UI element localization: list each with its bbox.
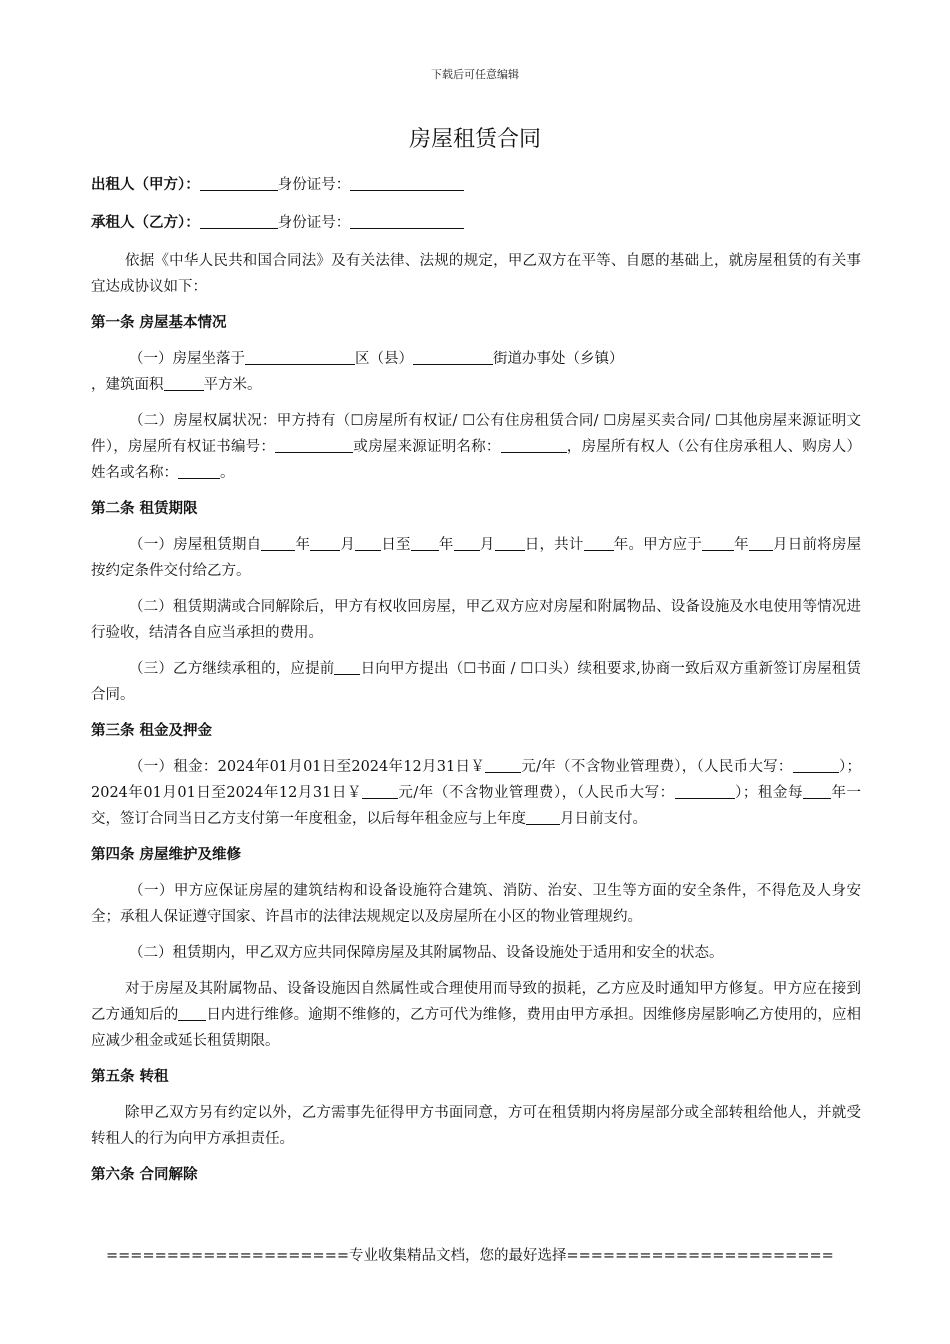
- end-day-blank[interactable]: [495, 534, 525, 551]
- lessee-id-label: 身份证号：: [277, 215, 351, 231]
- lessor-id-label: 身份证号：: [277, 177, 351, 193]
- lessor-label: 出租人（甲方）：: [91, 177, 200, 193]
- repair-days-blank[interactable]: [178, 1004, 206, 1021]
- article-1-clause-1: （一）房屋坐落于 区（县） 街道办事处（乡镇） ，建筑面积 平方米。: [91, 346, 861, 398]
- article-5-clause-1: 除甲乙双方另有约定以外，乙方需事先征得甲方书面同意，方可在租赁期内将房屋部分或全部转租给他人，并就受转租人的行为向甲方承担责任。: [91, 1105, 861, 1147]
- article-2-clause-1: （一）房屋租赁期自 年 月 日至 年 月 日，共计 年。甲方应于 年 月日前将房屋按约定条件交付给乙方。: [91, 532, 861, 584]
- source-document-blank[interactable]: [501, 436, 567, 453]
- intro-paragraph: 依据《中华人民共和国合同法》及有关法律、法规的规定，甲乙双方在平等、自愿的基础上，就房屋租赁的有关事宜达成协议如下：: [91, 253, 861, 295]
- article-3-heading: 第三条 租金及押金: [91, 723, 213, 739]
- lessee-line: [91, 210, 861, 236]
- article-3-clause-1: （一）租金：2024年01月01日至2024年12月31日￥ 元/年（不含物业管理费），（人民币大写： ）；2024年01月01日至2024年12月31日￥ 元/年（不含物业管理费），（人民币大写： ）；租金每 年一交，签订合同当日乙方支付第一年度租金，以后每年租金应与上年度 月日前支付。: [91, 754, 861, 832]
- renewal-days-blank[interactable]: [334, 658, 360, 675]
- article-4-clause-3: 对于房屋及其附属物品、设备设施因自然属性或合理使用而导致的损耗，乙方应及时通知甲方修复。甲方应在接到乙方通知后的 日内进行维修。逾期不维修的，乙方可代为维修，费用由甲方承担。因维修房屋影响乙方使用的，应相应减少租金或延长租赁期限。: [91, 981, 861, 1049]
- article-2-clause-3: （三）乙方继续承租的，应提前 日向甲方提出（☐书面 / ☐口头）续租要求,协商一致后双方重新签订房屋租赁合同。: [91, 656, 861, 708]
- document-title: 房屋租赁合同: [408, 127, 541, 152]
- end-year-blank[interactable]: [411, 534, 439, 551]
- article-6-heading: 第六条 合同解除: [91, 1167, 198, 1183]
- start-year-blank[interactable]: [261, 534, 295, 551]
- article-4-heading: 第四条 房屋维护及维修: [91, 847, 242, 863]
- rent-amount-1-blank[interactable]: [485, 756, 521, 773]
- lessor-name-blank[interactable]: [200, 174, 278, 191]
- rent-capital-2-blank[interactable]: [675, 782, 735, 799]
- lessee-id-blank[interactable]: [350, 212, 464, 229]
- lessee-label: 承租人（乙方）：: [91, 215, 200, 231]
- street-blank[interactable]: [413, 348, 493, 365]
- article-5-heading: 第五条 转租: [91, 1069, 169, 1085]
- article-1-heading: 第一条 房屋基本情况: [91, 315, 227, 331]
- payment-interval-blank[interactable]: [803, 782, 831, 799]
- delivery-year-blank[interactable]: [702, 534, 734, 551]
- lessor-id-blank[interactable]: [350, 174, 464, 191]
- article-4-clause-1: （一）甲方应保证房屋的建筑结构和设备设施符合建筑、消防、治安、卫生等方面的安全条件，不得危及人身安全；承租人保证遵守国家、许昌市的法律法规规定以及房屋所在小区的物业管理规约。: [91, 883, 861, 925]
- document-body: [91, 172, 861, 1198]
- top-note: 下载后可任意编辑: [431, 68, 519, 81]
- payment-month-blank[interactable]: [526, 808, 560, 825]
- total-years-blank[interactable]: [584, 534, 614, 551]
- lessor-line: [91, 172, 861, 198]
- footer-banner: ====================专业收集精品文档，您的最好选择======================: [106, 1248, 834, 1264]
- certificate-number-blank[interactable]: [275, 436, 353, 453]
- article-4-clause-2: （二）租赁期内，甲乙双方应共同保障房屋及其附属物品、设备设施处于适用和安全的状态。: [129, 945, 724, 961]
- article-2-clause-2: （二）租赁期满或合同解除后，甲方有权收回房屋，甲乙双方应对房屋和附属物品、设备设施及水电使用等情况进行验收，结清各自应当承担的费用。: [91, 599, 861, 641]
- start-day-blank[interactable]: [355, 534, 381, 551]
- article-2-heading: 第二条 租赁期限: [91, 501, 198, 517]
- area-blank[interactable]: [164, 374, 204, 391]
- rent-amount-2-blank[interactable]: [362, 782, 398, 799]
- start-month-blank[interactable]: [310, 534, 340, 551]
- article-1-clause-2: （二）房屋权属状况：甲方持有（☐房屋所有权证/ ☐公有住房租赁合同/ ☐房屋买卖合同/ ☐其他房屋来源证明文件），房屋所有权证书编号： 或房屋来源证明名称： ，房屋所有权人（公有住房承租人、购房人）姓名或名称： 。: [91, 413, 862, 481]
- rent-capital-1-blank[interactable]: [793, 756, 839, 773]
- end-month-blank[interactable]: [454, 534, 480, 551]
- district-blank[interactable]: [245, 348, 355, 365]
- owner-name-blank[interactable]: [178, 462, 220, 479]
- delivery-month-blank[interactable]: [749, 534, 773, 551]
- lessee-name-blank[interactable]: [200, 212, 278, 229]
